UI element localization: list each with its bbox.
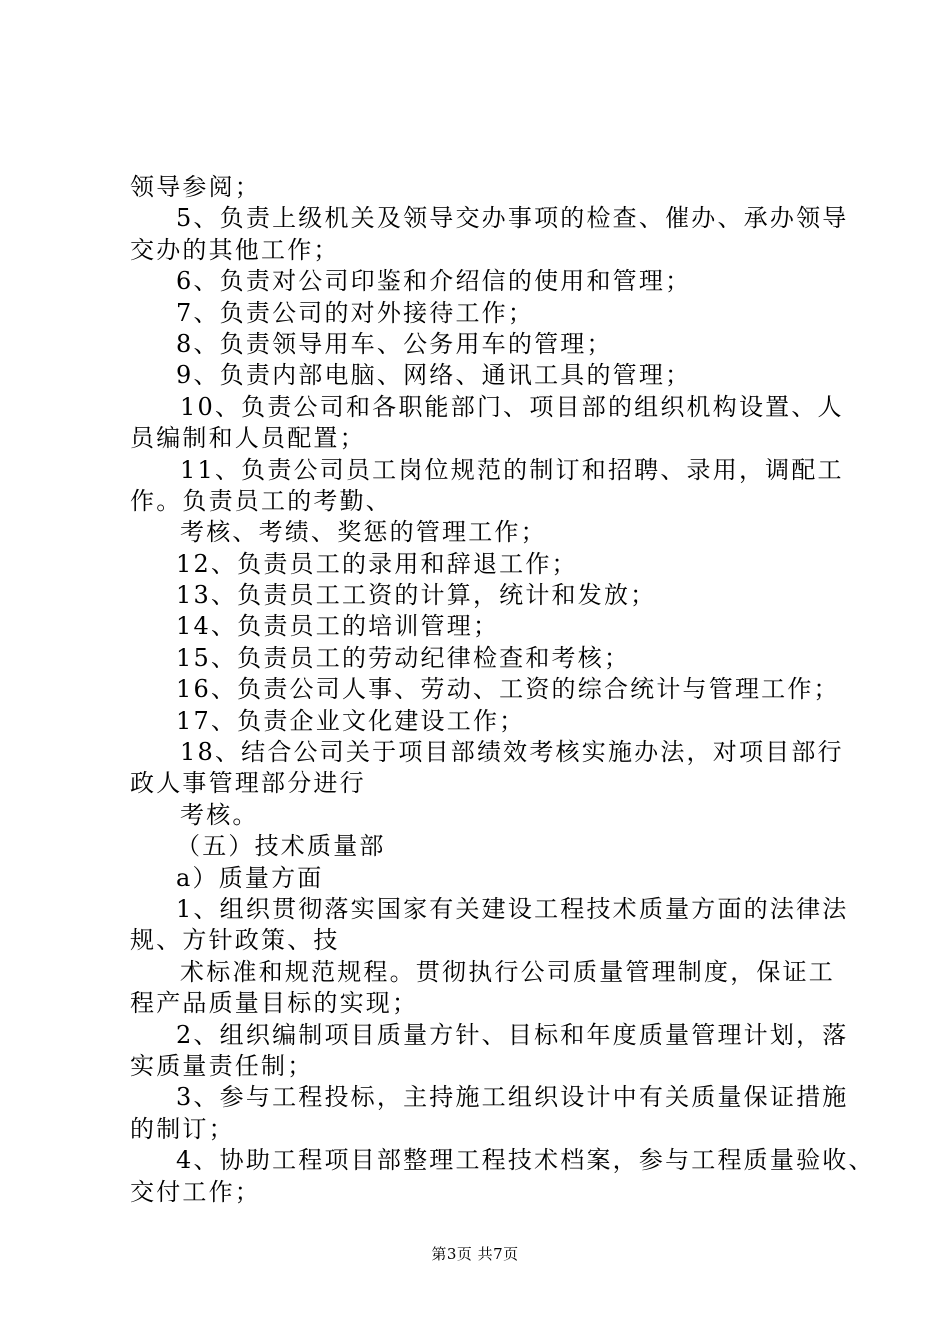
text-line: 政人事管理部分进行	[130, 769, 366, 798]
text-line: 实质量责任制；	[130, 1051, 314, 1080]
text-line: 交付工作；	[130, 1177, 261, 1206]
text-line: 交办的其他工作；	[130, 235, 340, 264]
text-line: 考核、考绩、奖惩的管理工作；	[180, 518, 547, 547]
text-line: 领导参阅；	[130, 173, 261, 201]
text-line: 13、负责员工工资的计算，统计和发放；	[176, 581, 657, 610]
text-line: 规、方针政策、技	[130, 926, 340, 955]
subsection-heading: a）质量方面	[176, 863, 324, 892]
text-line: 的制订；	[130, 1114, 235, 1143]
text-line: 6、负责对公司印鉴和介绍信的使用和管理；	[176, 267, 692, 296]
text-line: 3、参与工程投标，主持施工组织设计中有关质量保证措施	[176, 1083, 849, 1112]
text-line: 14、负责员工的培训管理；	[176, 612, 500, 641]
text-line: 员编制和人员配置；	[130, 424, 366, 453]
text-line: 9、负责内部电脑、网络、通讯工具的管理；	[176, 361, 692, 390]
text-line: 7、负责公司的对外接待工作；	[176, 298, 535, 327]
document-body	[130, 172, 875, 1208]
text-line: 12、负责员工的录用和辞退工作；	[176, 549, 578, 578]
text-line: 18、结合公司关于项目部绩效考核实施办法，对项目部行	[180, 738, 844, 767]
text-line: 2、组织编制项目质量方针、目标和年度质量管理计划，落	[176, 1020, 849, 1049]
text-line: 作。负责员工的考勤、	[130, 486, 392, 515]
page-number: 第3页 共7页	[431, 1245, 519, 1263]
text-line: 5、负责上级机关及领导交办事项的检查、催办、承办领导	[176, 204, 849, 233]
text-line: 术标准和规范规程。贯彻执行公司质量管理制度，保证工	[180, 957, 835, 986]
text-line: 考核。	[180, 800, 259, 829]
text-line: 4、协助工程项目部整理工程技术档案，参与工程质量验收、	[176, 1146, 875, 1175]
text-line: 10、负责公司和各职能部门、项目部的组织机构设置、人	[180, 392, 844, 421]
section-heading: （五）技术质量部	[176, 832, 386, 861]
text-line: 程产品质量目标的实现；	[130, 989, 419, 1018]
text-line: 16、负责公司人事、劳动、工资的综合统计与管理工作；	[176, 675, 840, 704]
text-line: 8、负责领导用车、公务用车的管理；	[176, 329, 613, 358]
text-line: 15、负责员工的劳动纪律检查和考核；	[176, 643, 631, 672]
text-line: 1、组织贯彻落实国家有关建设工程技术质量方面的法律法	[176, 894, 849, 923]
text-line: 11、负责公司员工岗位规范的制订和招聘、录用，调配工	[180, 455, 844, 484]
text-line: 17、负责企业文化建设工作；	[176, 706, 526, 735]
